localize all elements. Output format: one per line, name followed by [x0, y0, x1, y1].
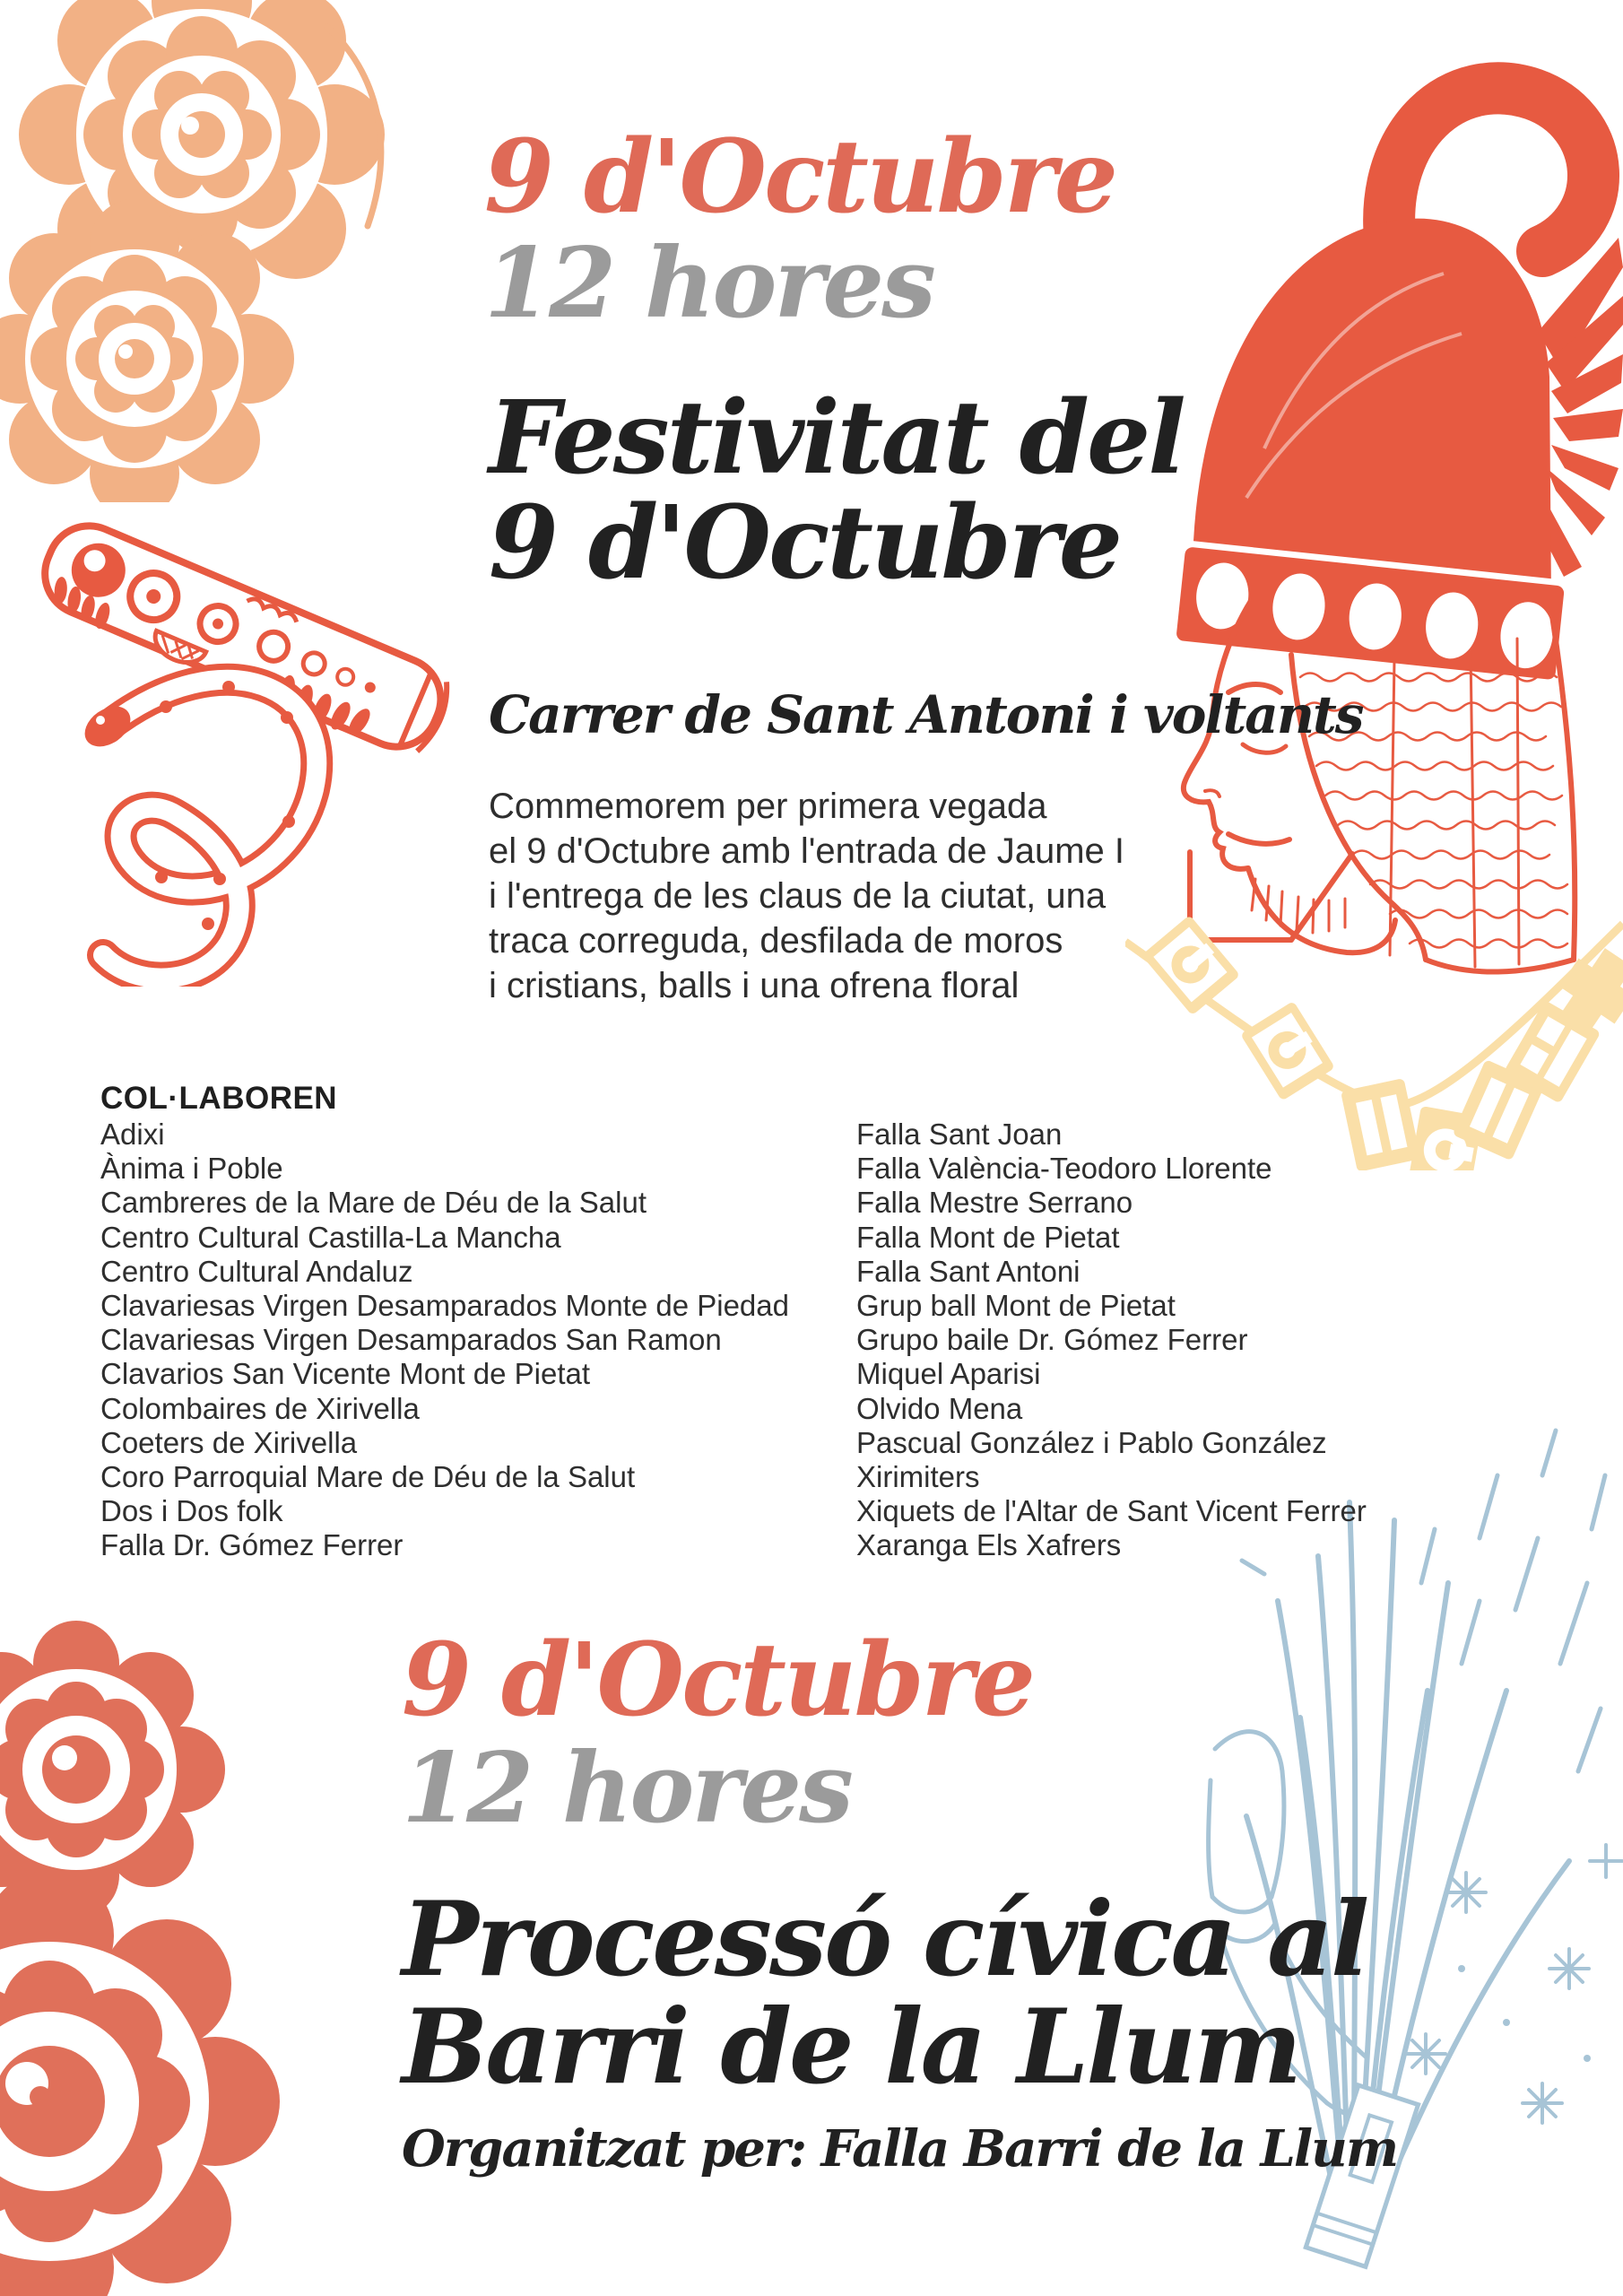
collaborator-item: Falla Sant Antoni: [856, 1254, 1081, 1288]
event1-title-line1: Festivitat del: [489, 379, 1184, 497]
coral-flowers-bottom-illustration: [0, 1595, 287, 2296]
event2-date: 9 d'Octubre: [402, 1622, 1034, 1739]
description-line: traca correguda, desfilada de moros: [489, 921, 1063, 961]
event1-description: [489, 784, 1124, 1008]
collaborator-item: Pascual González i Pablo González: [856, 1425, 1327, 1459]
collaborator-item: Falla Mestre Serrano: [856, 1186, 1133, 1220]
description-line: i cristians, balls i una ofrena floral: [489, 966, 1020, 1005]
collaborator-item: Adixi: [100, 1118, 165, 1151]
collaborator-item: Olvido Mena: [856, 1391, 1023, 1425]
collaborator-item: Xirimiters: [856, 1460, 980, 1494]
collaborator-item: Grupo baile Dr. Gómez Ferrer: [856, 1323, 1248, 1357]
collaborator-item: Coro Parroquial Mare de Déu de la Salut: [100, 1460, 636, 1494]
description-line: i l'entrega de les claus de la ciutat, una: [489, 876, 1107, 916]
event1-time: 12 hores: [484, 227, 933, 340]
collaborator-item: Miquel Aparisi: [856, 1357, 1041, 1391]
event2-time: 12 hores: [402, 1732, 851, 1845]
collaborator-item: Colombaires de Xirivella: [100, 1391, 420, 1425]
collaborators-column-right: [856, 1118, 1367, 1563]
collaborators-heading: COL·LABOREN: [100, 1081, 338, 1116]
collaborator-item: Ànima i Poble: [100, 1152, 283, 1186]
event2-title: [402, 1879, 1367, 2107]
event2-title-line2: Barri de la Llum: [402, 1987, 1300, 2107]
event1-location: Carrer de Sant Antoni i voltants: [489, 684, 1363, 745]
collaborator-item: Coeters de Xirivella: [100, 1425, 358, 1459]
collaborator-item: Clavarios San Vicente Mont de Pietat: [100, 1357, 591, 1391]
collaborator-item: Clavariesas Virgen Desamparados Monte de Piedad: [100, 1289, 789, 1323]
collaborators-column-left: [100, 1118, 789, 1563]
collaborator-item: Falla Sant Joan: [856, 1118, 1063, 1151]
collaborator-item: Falla Mont de Pietat: [856, 1220, 1120, 1254]
description-line: Commemorem per primera vegada: [489, 787, 1047, 826]
collaborator-item: Grup ball Mont de Pietat: [856, 1289, 1176, 1323]
collaborator-item: Xaranga Els Xafrers: [856, 1528, 1122, 1562]
description-line: el 9 d'Octubre amb l'entrada de Jaume I: [489, 831, 1125, 871]
event1-title-line2: 9 d'Octubre: [489, 484, 1121, 602]
firecracker-illustration: [18, 502, 466, 987]
collaborator-item: Dos i Dos folk: [100, 1494, 283, 1528]
collaborator-item: Clavariesas Virgen Desamparados San Ramon: [100, 1323, 722, 1357]
event2-organizer: Organitzat per: Falla Barri de la Llum: [402, 2119, 1398, 2179]
collaborator-item: Centro Cultural Andaluz: [100, 1254, 413, 1288]
event1-title: [489, 379, 1184, 602]
event2-title-line1: Processó cívica al: [402, 1879, 1367, 1999]
collaborator-item: Cambreres de la Mare de Déu de la Salut: [100, 1186, 647, 1220]
collaborator-item: Xiquets de l'Altar de Sant Vicent Ferrer: [856, 1494, 1367, 1528]
peach-flowers-top-illustration: [0, 0, 404, 502]
collaborator-item: Falla Dr. Gómez Ferrer: [100, 1528, 404, 1562]
collaborator-item: Falla València-Teodoro Llorente: [856, 1152, 1272, 1186]
collaborator-item: Centro Cultural Castilla-La Mancha: [100, 1220, 561, 1254]
event1-date: 9 d'Octubre: [484, 118, 1116, 236]
